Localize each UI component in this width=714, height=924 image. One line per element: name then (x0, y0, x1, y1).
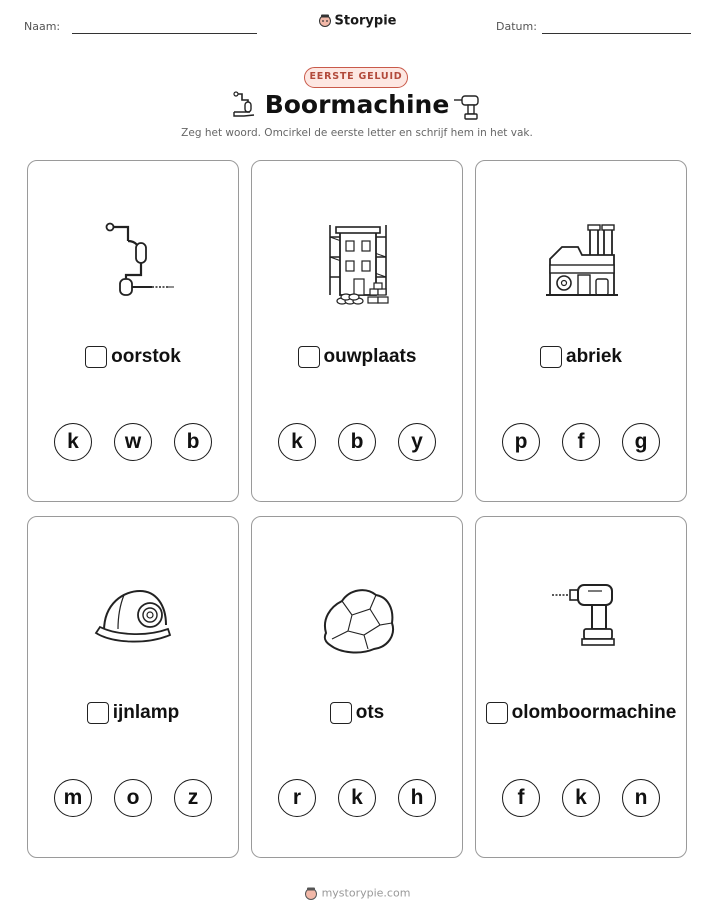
first-letter-box[interactable] (486, 702, 508, 724)
power-drill-icon (532, 573, 632, 663)
letter-choice[interactable]: b (174, 423, 212, 461)
brand-logo (0, 12, 714, 30)
storypie-mascot-icon (304, 886, 318, 901)
brand-name: Storypie (334, 13, 397, 29)
letter-choice[interactable]: y (398, 423, 436, 461)
power-drill-icon (452, 90, 482, 122)
instructions: Zeg het woord. Omcirkel de eerste letter en schrijf hem in het vak. (181, 127, 533, 139)
first-letter-box[interactable] (87, 702, 109, 724)
page-title: Boormachine (264, 90, 450, 119)
name-label: Naam: (24, 20, 61, 33)
word-prompt (28, 702, 238, 724)
letter-choice[interactable]: b (338, 423, 376, 461)
letter-choices (252, 779, 462, 817)
letter-choice[interactable]: w (114, 423, 152, 461)
letter-choice[interactable]: k (562, 779, 600, 817)
footer-url[interactable]: mystorypie.com (321, 886, 411, 900)
date-line[interactable] (542, 33, 691, 34)
letter-choice[interactable]: r (278, 779, 316, 817)
word-prompt (28, 346, 238, 368)
word-card-1 (27, 160, 239, 502)
date-label: Datum: (496, 20, 537, 33)
letter-choice[interactable]: k (338, 779, 376, 817)
word-card-3 (475, 160, 687, 502)
letter-choices (476, 779, 686, 817)
word-prompt (476, 346, 686, 368)
hand-drill-icon (84, 217, 184, 307)
construction-site-icon (308, 217, 408, 307)
miner-helmet-icon (84, 573, 184, 663)
letter-choice[interactable]: n (622, 779, 660, 817)
letter-choices (28, 423, 238, 461)
rock-icon (308, 573, 408, 663)
storypie-mascot-icon (318, 13, 332, 28)
factory-icon (532, 217, 632, 307)
category-badge: EERSTE GELUID (304, 67, 408, 88)
letter-choice[interactable]: h (398, 779, 436, 817)
letter-choices (28, 779, 238, 817)
letter-choices (252, 423, 462, 461)
word-rest: ijnlamp (112, 702, 180, 723)
word-rest: olomboormachine (511, 702, 677, 723)
word-prompt (476, 702, 686, 724)
word-rest: ots (355, 702, 385, 723)
letter-choice[interactable]: f (562, 423, 600, 461)
word-prompt (252, 346, 462, 368)
first-letter-box[interactable] (540, 346, 562, 368)
first-letter-box[interactable] (330, 702, 352, 724)
word-card-4 (27, 516, 239, 858)
word-rest: ouwplaats (323, 346, 417, 367)
name-line[interactable] (72, 33, 257, 34)
letter-choice[interactable]: k (54, 423, 92, 461)
first-letter-box[interactable] (85, 346, 107, 368)
letter-choice[interactable]: k (278, 423, 316, 461)
letter-choice[interactable]: z (174, 779, 212, 817)
letter-choice[interactable]: p (502, 423, 540, 461)
word-rest: oorstok (111, 346, 181, 367)
letter-choice[interactable]: m (54, 779, 92, 817)
word-prompt (252, 702, 462, 724)
word-rest: abriek (566, 346, 622, 367)
word-card-5 (251, 516, 463, 858)
letter-choice[interactable]: o (114, 779, 152, 817)
footer (0, 886, 714, 901)
letter-choice[interactable]: f (502, 779, 540, 817)
word-card-2 (251, 160, 463, 502)
first-letter-box[interactable] (298, 346, 320, 368)
word-card-6 (475, 516, 687, 858)
letter-choices (476, 423, 686, 461)
letter-choice[interactable]: g (622, 423, 660, 461)
